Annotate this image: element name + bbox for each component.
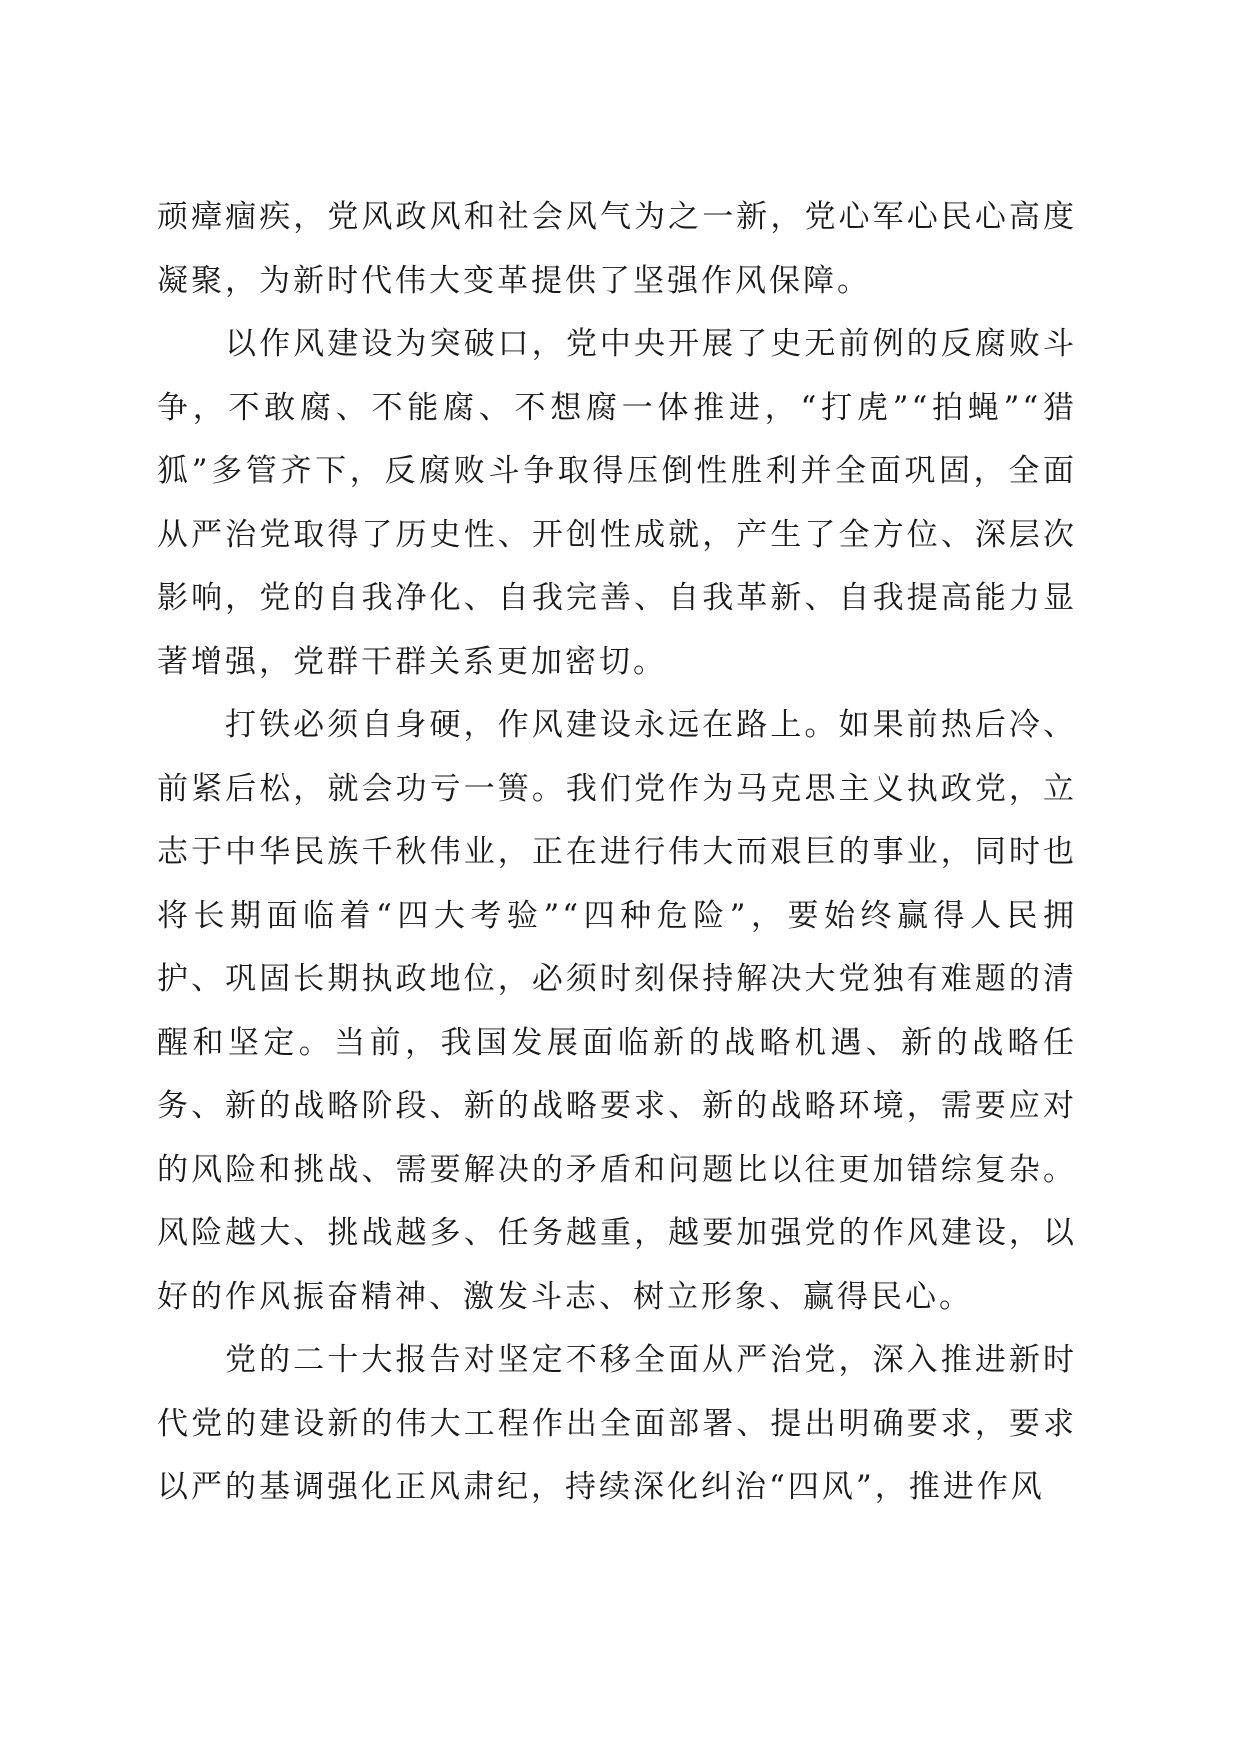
- paragraph-twentieth-congress: 党的二十大报告对坚定不移全面从严治党，深入推进新时代党的建设新的伟大工程作出全面部署、提出明确要求，要求以严的基调强化正风肃纪，持续深化纠治“四风”，推进作风: [157, 1342, 1077, 1505]
- paragraph-continued: 顽瘴痼疾，党风政风和社会风气为之一新，党心军心民心高度凝聚，为新时代伟大变革提供了坚强作风保障。: [157, 199, 1077, 299]
- paragraph-self-discipline: 打铁必须自身硬，作风建设永远在路上。如果前热后冷、前紧后松，就会功亏一篑。我们党作为马克思主义执政党，立志于中华民族千秋伟业，正在进行伟大而艰巨的事业，同时也将长期面临着“四大考验”“四种危险”，要始终赢得人民拥护、巩固长期执政地位，必须时刻保持解决大党独有难题的清醒和坚定。当前，我国发展面临新的战略机遇、新的战略任务、新的战略阶段、新的战略要求、新的战略环境，需要应对的风险和挑战、需要解决的矛盾和问题比以往更加错综复杂。风险越大、挑战越多、任务越重，越要加强党的作风建设，以好的作风振奋精神、激发斗志、树立形象、赢得民心。: [157, 707, 1077, 1315]
- paragraph-anti-corruption: 以作风建设为突破口，党中央开展了史无前例的反腐败斗争，不敢腐、不能腐、不想腐一体推进，“打虎”“拍蝇”“猎狐”多管齐下，反腐败斗争取得压倒性胜利并全面巩固，全面从严治党取得了历史性、开创性成就，产生了全方位、深层次影响，党的自我净化、自我完善、自我革新、自我提高能力显著增强，党群干群关系更加密切。: [157, 326, 1077, 680]
- document-body: [157, 186, 1077, 1520]
